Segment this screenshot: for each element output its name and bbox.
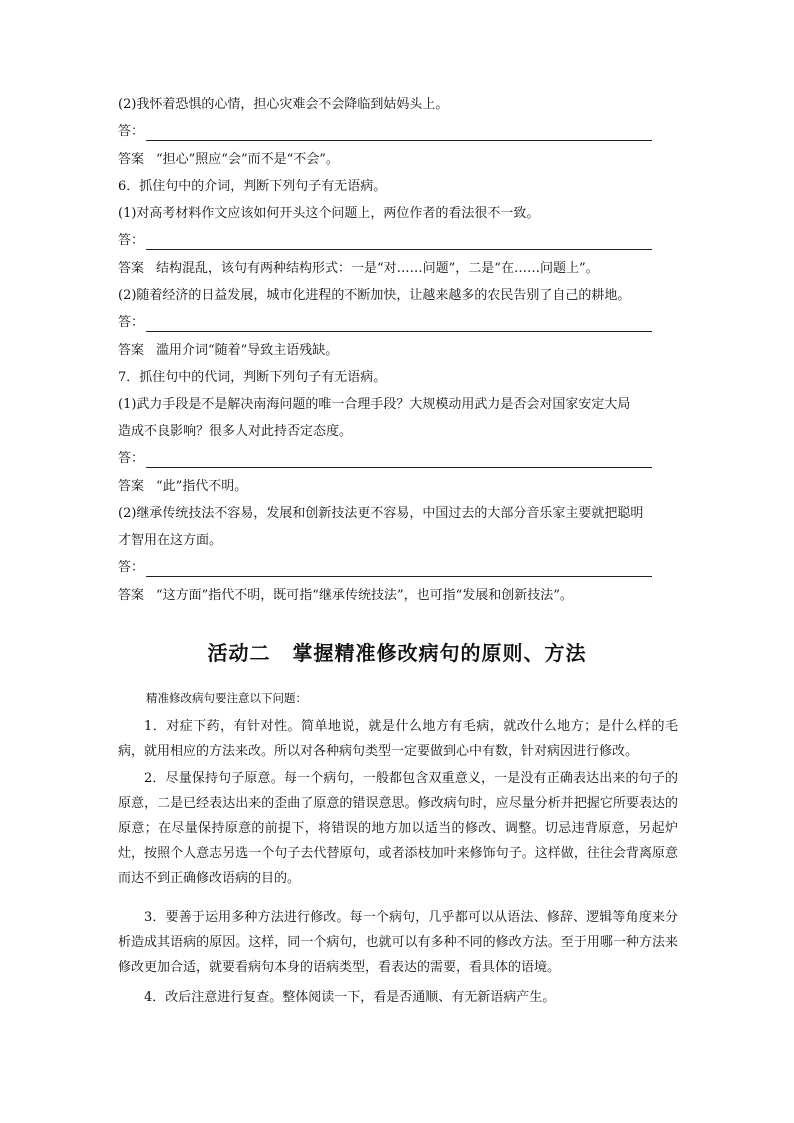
question-text-continued: 才智用在这方面。 (118, 533, 223, 548)
answer-label: 答： (118, 233, 145, 248)
answer-blank (146, 453, 652, 468)
question-heading: 7．抓住句中的代词，判断下列句子有无语病。 (118, 370, 387, 385)
answer-key-text: “这方面”指代不明，既可指“继承传统技法”，也可指“发展和创新技法”。 (156, 588, 573, 603)
section-title-part1: 活动二 (207, 641, 271, 665)
question-text: (1)武力手段是不是解决南海问题的唯一合理手段？大规模动用武力是否会对国家安定大局 (118, 397, 631, 412)
principle-paragraph: 1．对症下药，有针对性。简单地说，就是什么地方有毛病，就改什么地方；是什么样的毛病，就用相应的方法来改。所以对各种病句类型一定要做到心中有数，针对病因进行修改。 (118, 719, 678, 759)
answer-line (118, 559, 678, 577)
section-title-part2: 掌握精准修改病句的原则、方法 (292, 641, 587, 665)
question-text: (1)对高考材料作文应该如何开头这个问题上，两位作者的看法很不一致。 (118, 206, 540, 221)
answer-blank (146, 235, 652, 250)
answer-key-label: 答案 (118, 343, 145, 358)
answer-key-label: 答案 (118, 588, 145, 603)
answer-key (118, 260, 678, 278)
answer-line (118, 314, 678, 332)
question-text: (2)继承传统技法不容易，发展和创新技法更不容易，中国过去的大部分音乐家主要就把聪明 (118, 506, 644, 521)
answer-label: 答： (118, 451, 145, 466)
principle-paragraph: 2．尽量保持句子原意。每一个病句，一般都包含双重意义，一是没有正确表达出来的句子的原意，二是已经表达出来的歪曲了原意的错误意思。修改病句时，应尽量分析并把握它所要表达的原意；在尽量保持原意的前提下，将错误的地方加以适当的修改、调整。切忌违背原意，另起炉灶，按照个人意志另选一个句子去代替原句，或者添枝加叶来修饰句子。这样做，往往会背离原意而达不到正确修改语病的目的。 (118, 771, 678, 886)
question-text: (2)随着经济的日益发展，城市化进程的不断加快，让越来越多的农民告别了自己的耕地。 (118, 288, 631, 303)
answer-label: 答： (118, 315, 145, 330)
answer-blank (146, 126, 652, 141)
answer-key-label: 答案 (118, 479, 145, 494)
question-heading: 6．抓住句中的介词，判断下列句子有无语病。 (118, 179, 387, 194)
answer-line (118, 232, 678, 250)
answer-key-text: 滥用介词“随着”导致主语残缺。 (156, 343, 339, 358)
answer-label: 答： (118, 560, 145, 575)
answer-blank (146, 562, 652, 577)
answer-line (118, 123, 678, 141)
principle-paragraph: 4．改后注意进行复查。整体阅读一下，看是否通顺、有无新语病产生。 (144, 990, 556, 1005)
answer-key (118, 342, 678, 360)
answer-key-text: “担心”照应“会”而不是“不会”。 (156, 152, 339, 167)
answer-blank (146, 317, 652, 332)
question-text: (2)我怀着恐惧的心情，担心灾难会不会降临到姑妈头上。 (118, 97, 449, 112)
section-title (0, 640, 794, 666)
answer-key-label: 答案 (118, 261, 145, 276)
question-text-continued: 造成不良影响？很多人对此持否定态度。 (118, 424, 353, 439)
principle-paragraph: 3．要善于运用多种方法进行修改。每一个病句，几乎都可以从语法、修辞、逻辑等角度来分析造成其语病的原因。这样，同一个病句，也就可以有多种不同的修改方法。至于用哪一种方法来修改更加合适，就要看病句本身的语病类型，看表达的需要，看具体的语境。 (118, 910, 678, 975)
answer-line (118, 450, 678, 468)
answer-key-text: “此”指代不明。 (156, 479, 248, 494)
answer-key (118, 587, 678, 605)
answer-key (118, 478, 678, 496)
answer-key-text: 结构混乱，该句有两种结构形式：一是“对……问题”，二是“在……问题上”。 (156, 261, 599, 276)
answer-key (118, 151, 678, 169)
answer-label: 答： (118, 124, 145, 139)
section-intro: 精准修改病句要注意以下问题： (146, 691, 307, 705)
answer-key-label: 答案 (118, 152, 145, 167)
